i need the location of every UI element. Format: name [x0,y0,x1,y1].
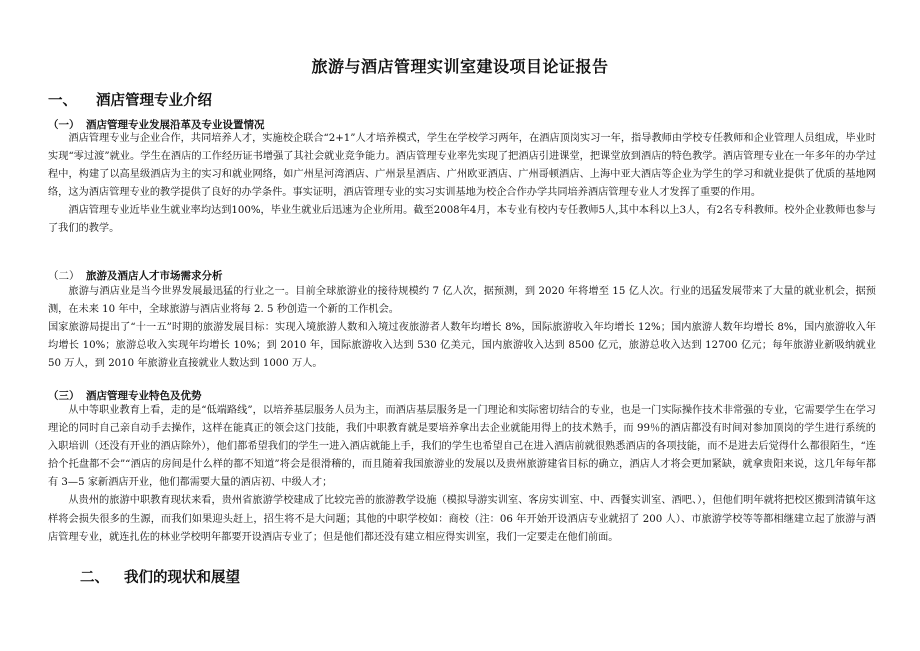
subsection-2-number: （二） [48,270,80,282]
paragraph: 酒店管理专业近毕业生就业率均达到100%，毕业生就业后迅速为企业所用。截至2008年4月，本专业有校内专任教师5人,其中本科以上3人，有2名专科教师。校外企业教师也参与了我们的教学。 [48,205,876,235]
paragraph: 从中等职业教育上看，走的是“低端路线”，以培养基层服务人员为主，而酒店基层服务是一门理论和实际密切结合的专业，也是一门实际操作技术非常强的专业，它需要学生在学习理论的同时自己亲自动手去操作，这样在能真正的领会这门技能，我们中职教育就是要培养拿出去企业就能用得上的技术熟手，而 99％的酒店都没有时间对参加顶岗的学生进行系统的入职培训（还没有开业的酒店除外），他们都希望我们的学生一进入酒店就能上手，我们的学生也希望自己在进入酒店前就很熟悉酒店的各项技能，而不是进去后觉得什么都很陌生，“连拾个托盘都不会”“酒店的房间是什么样的都不知道”将会是很滑稽的，而且随着我国旅游业的发展以及贵州旅游建省目标的确立，酒店人才将会更加紧缺，就拿贵阳来说，这几年每年都有 3—5 家新酒店开业，他们都需要大量的酒店初、中级人才； [48,405,876,489]
subsection-3-number: （三） [48,390,80,402]
subsection-3-title: 酒店管理专业特色及优势 [86,390,202,402]
subsection-2-body [48,283,876,373]
paragraph: 酒店管理专业与企业合作，共同培养人才，实施校企联合“2+1”人才培养模式，学生在学校学习两年，在酒店顶岗实习一年，指导教师由学校专任教师和企业管理人员组成，毕业时实现“零过渡”就业。学生在酒店的工作经历证书增强了其社会就业竞争能力。酒店管理专业率先实现了把酒店引进课堂，把课堂放到酒店的特色教学。酒店管理专业在一年多年的办学过程中，构建了以高星级酒店为主的实习和就业网络，如广州星河湾酒店、广州景星酒店、广州欧亚酒店、广州哥顿酒店、上海中亚大酒店等企业为学生的学习和就业提供了优质的基地网络，这为酒店管理专业的教学提供了良好的办学条件。事实证明，酒店管理专业的实习实训基地为校企合作办学共同培养酒店管理专业人才发挥了重要的作用。 [48,133,876,199]
subsection-3-body [48,402,876,547]
section-1-title: 酒店管理专业介绍 [96,93,212,109]
page-title: 旅游与酒店管理实训室建设项目论证报告 [311,57,609,76]
subsection-1-title: 酒店管理专业发展沿革及专业设置情况 [86,119,265,131]
subsection-1-number: （一） [48,119,80,131]
section-1-number: 一、 [48,93,77,109]
section-2-title: 我们的现状和展望 [124,570,240,586]
paragraph: 从贵州的旅游中职教育现状来看，贵州省旅游学校建成了比较完善的旅游教学设施（模拟导游实训室、客房实训室、中、西餐实训室、酒吧、），但他们明年就将把校区搬到清镇年这样将会损失很多的生源，而我们如果迎头赶上，招生将不是大问题；其他的中职学校如：商校（注：06 年开始开设酒店专业就招了 200 人）、市旅游学校等等都相继建立起了旅游与酒店管理专业，就连扎佐的林业学校明年都要开设酒店专业了；但是他们都还没有建立相应得实训室，我们一定要走在他们前面。 [48,495,876,543]
section-2-number: 二、 [80,570,109,586]
subsection-2-heading [48,268,223,283]
paragraph: 旅游与酒店业是当今世界发展最迅猛的行业之一。目前全球旅游业的接待规模约 7 亿人次，据预测，到 2020 年将增至 15 亿人次。行业的迅猛发展带来了大量的就业机会，据预测，在未来 10 年中，全球旅游与酒店业将每 2. 5 秒创造一个新的工作机会。 [48,286,876,316]
subsection-2-title: 旅游及酒店人才市场需求分析 [86,270,223,282]
section-2-heading [80,566,240,587]
subsection-3-heading [48,388,202,403]
section-1-heading [48,89,212,110]
subsection-1-body [48,130,876,239]
paragraph: 国家旅游局提出了“十一五”时期的旅游发展目标：实现入境旅游人数和入境过夜旅游者人数年均增长 8%，国际旅游收入年均增长 12%；国内旅游人数年均增长 8%，国内旅游收入年均增长 10%；旅游总收入实现年均增长 10%；到 2010 年，国际旅游收入达到 530 亿美元，国内旅游收入达到 8500 亿元，旅游总收入达到 12700 亿元；每年旅游业新吸纳就业 50 万人，到 2010 年旅游业直接就业人数达到 1000 万人。 [48,322,876,370]
